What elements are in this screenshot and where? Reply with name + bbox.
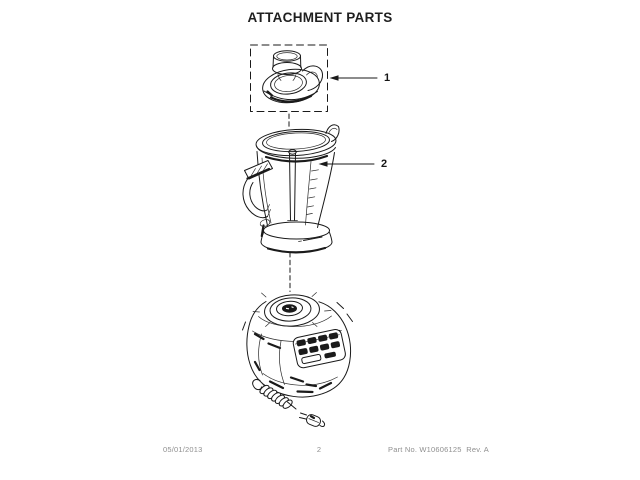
jar-drawing <box>243 125 339 253</box>
power-plug-drawing <box>300 413 325 428</box>
callout-1-arrow <box>330 75 378 81</box>
footer-date: 05/01/2013 <box>163 445 203 454</box>
page-title: ATTACHMENT PARTS <box>247 10 393 25</box>
callout-2-label: 2 <box>380 158 388 170</box>
footer-page-number: 2 <box>316 445 322 454</box>
lid-drawing <box>251 45 328 112</box>
footer-part-number: Part No. W10606125 Rev. A <box>388 445 489 454</box>
control-panel <box>292 328 346 369</box>
base-drawing <box>243 293 353 398</box>
callout-1-label: 1 <box>383 72 391 84</box>
drive-coupling <box>282 304 297 312</box>
callout-2-arrow <box>319 161 375 167</box>
